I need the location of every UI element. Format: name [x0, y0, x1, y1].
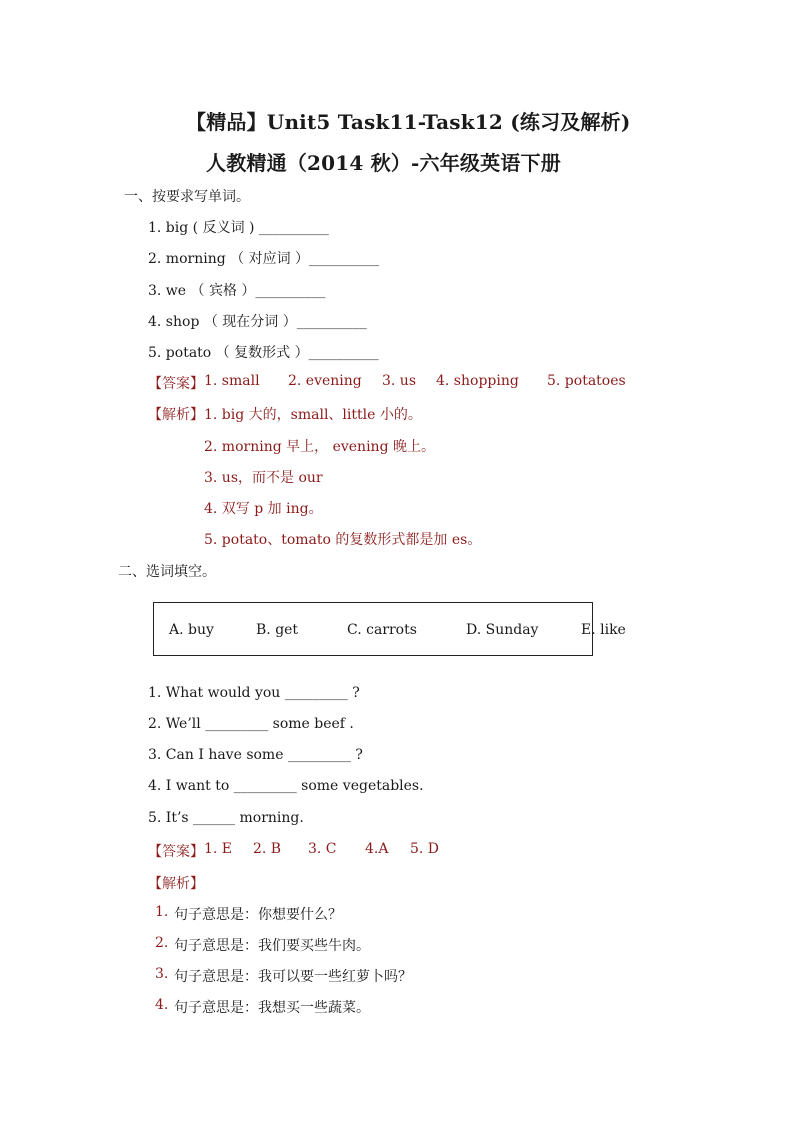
- section1-heading: 一、按要求写单词。: [124, 189, 250, 205]
- s2-question-2: 2. We’ll _________ some beef .: [148, 716, 354, 732]
- s1-analysis-4: 4. 双写 p 加 ing。: [204, 501, 323, 517]
- s2-answer-3: 3. C: [308, 841, 337, 857]
- s1-answer-2: 2. evening: [288, 373, 362, 389]
- s2-analysis-text-2: 句子意思是：我们要买些牛肉。: [174, 938, 370, 954]
- s2-analysis-text-1: 句子意思是：你想要什么？: [174, 907, 342, 923]
- s2-analysis-num-3: 3.: [155, 966, 169, 982]
- s1-question-3: 3. we （ 宾格 ）__________: [148, 283, 326, 299]
- s2-analysis-num-4: 4.: [155, 997, 169, 1013]
- s1-question-1: 1. big ( 反义词 ) __________: [148, 220, 329, 236]
- s1-question-2: 2. morning （ 对应词 ）__________: [148, 251, 380, 267]
- word-option-a: A. buy: [169, 622, 214, 638]
- s1-answer-label: 【答案】: [148, 376, 204, 392]
- word-option-d: D. Sunday: [466, 622, 539, 638]
- doc-title-line2: 人教精通（2014 秋）-六年级英语下册: [206, 151, 561, 175]
- word-option-e: E. like: [581, 622, 626, 638]
- s2-analysis-text-4: 句子意思是：我想买一些蔬菜。: [174, 1000, 370, 1016]
- s1-analysis-2: 2. morning 早上， evening 晚上。: [204, 439, 435, 455]
- s1-answer-1: 1. small: [204, 373, 260, 389]
- s1-answer-3: 3. us: [382, 373, 417, 389]
- s1-analysis-5: 5. potato、tomato 的复数形式都是加 es。: [204, 532, 482, 548]
- section2-heading: 二、选词填空。: [118, 564, 216, 580]
- s2-analysis-num-1: 1.: [155, 904, 169, 920]
- s2-answer-1: 1. E: [204, 841, 233, 857]
- s2-question-1: 1. What would you _________ ?: [148, 685, 360, 701]
- s1-question-5: 5. potato （ 复数形式 ）__________: [148, 345, 379, 361]
- word-option-c: C. carrots: [347, 622, 417, 638]
- s2-question-3: 3. Can I have some _________ ?: [148, 747, 363, 763]
- s1-analysis-1: 1. big 大的，small、little 小的。: [204, 407, 422, 423]
- s2-answer-5: 5. D: [410, 841, 440, 857]
- s1-question-4: 4. shop （ 现在分词 ）__________: [148, 314, 367, 330]
- s2-analysis-label: 【解析】: [148, 876, 204, 892]
- s1-analysis-3: 3. us，而不是 our: [204, 470, 323, 486]
- s2-answer-2: 2. B: [253, 841, 282, 857]
- s2-answer-4: 4.A: [365, 841, 389, 857]
- s2-question-5: 5. It’s ______ morning.: [148, 810, 304, 826]
- s2-answer-label: 【答案】: [148, 844, 204, 860]
- s2-analysis-num-2: 2.: [155, 935, 169, 951]
- s1-answer-5: 5. potatoes: [547, 373, 626, 389]
- s1-analysis-label: 【解析】: [148, 407, 204, 423]
- s2-question-4: 4. I want to _________ some vegetables.: [148, 778, 424, 794]
- s1-answer-4: 4. shopping: [436, 373, 519, 389]
- word-option-b: B. get: [256, 622, 299, 638]
- doc-title-line1: 【精品】Unit5 Task11-Task12 (练习及解析): [186, 110, 631, 134]
- s2-analysis-text-3: 句子意思是：我可以要一些红萝卜吗？: [174, 969, 412, 985]
